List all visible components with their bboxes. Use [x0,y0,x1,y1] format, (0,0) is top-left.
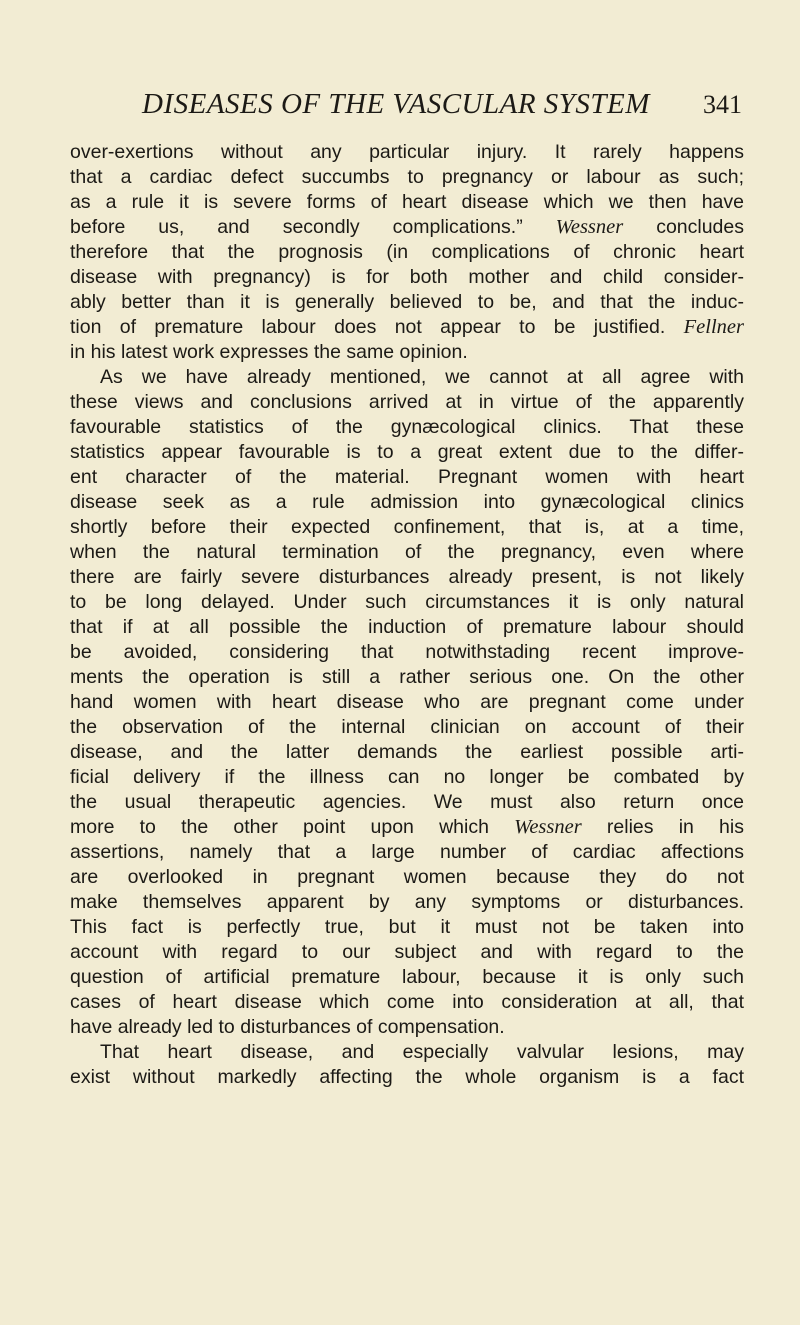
text-line: ments the operation is still a rather serious one. On the other [70,666,744,688]
text-line: are overlooked in pregnant women because they do not [70,866,744,888]
text-line [70,815,744,840]
text-line: statistics appear favourable is to a great extent due to the differ- [70,441,744,463]
author-name: Wessner [555,216,624,238]
text-line: that if at all possible the induction of premature labour should [70,616,744,638]
text-line: the observation of the internal clinician on account of their [70,716,744,738]
text-line: there are fairly severe disturbances already present, is not likely [70,566,744,588]
page-number: 341 [703,90,742,119]
text-line [70,315,744,340]
text-line: as a rule it is severe forms of heart disease which we then have [70,191,744,213]
text-line: account with regard to our subject and with regard to the [70,941,744,963]
text-line: in his latest work expresses the same opinion. [70,341,468,363]
text-line: when the natural termination of the pregnancy, even where [70,541,744,563]
text-line: This fact is perfectly true, but it must not be taken into [70,916,744,938]
text-line: question of artificial premature labour, because it is only such [70,966,744,988]
text-line: cases of heart disease which come into consideration at all, that [70,991,744,1013]
text-line: hand women with heart disease who are pregnant come under [70,691,744,713]
text-line: shortly before their expected confinement, that is, at a time, [70,516,744,538]
text-line: make themselves apparent by any symptoms or disturbances. [70,891,744,913]
text-line: That heart disease, and especially valvular lesions, may [100,1041,744,1063]
text-line: As we have already mentioned, we cannot at all agree with [100,366,744,388]
text-line: the usual therapeutic agencies. We must also return once [70,791,744,813]
text-line: disease with pregnancy) is for both mother and child consider- [70,266,744,288]
text-line: ent character of the material. Pregnant women with heart [70,466,744,488]
page-header [142,88,742,128]
text-line: be avoided, considering that notwithstading recent improve- [70,641,744,663]
text-line: disease, and the latter demands the earliest possible arti- [70,741,744,763]
text-line: assertions, namely that a large number of cardiac affections [70,841,744,863]
text-line: over-exertions without any particular injury. It rarely happens [70,141,744,163]
author-name: Wessner [514,816,582,838]
text-line: therefore that the prognosis (in complications of chronic heart [70,241,744,263]
text-line: favourable statistics of the gynæcological clinics. That these [70,416,744,438]
text-line: to be long delayed. Under such circumstances it is only natural [70,591,744,613]
text-fragment: before us, and secondly complications.” [70,216,556,238]
running-title: DISEASES OF THE VASCULAR SYSTEM [142,88,650,120]
text-line: ably better than it is generally believed to be, and that the induc- [70,291,744,313]
text-line: that a cardiac defect succumbs to pregnancy or labour as such; [70,166,744,188]
text-fragment: concludes [623,216,744,238]
text-line: these views and conclusions arrived at in virtue of the apparently [70,391,744,413]
text-fragment: tion of premature labour does not appear to be justified. [70,316,684,338]
text-line: have already led to disturbances of compensation. [70,1016,505,1038]
author-name: Fellner [683,316,744,338]
body-text [70,140,744,1090]
text-fragment: relies in his [581,816,744,838]
text-line [70,215,744,240]
text-line: ficial delivery if the illness can no longer be combated by [70,766,744,788]
text-fragment: more to the other point upon which [70,816,515,838]
text-line: disease seek as a rule admission into gynæcological clinics [70,491,744,513]
text-line: exist without markedly affecting the whole organism is a fact [70,1066,744,1088]
